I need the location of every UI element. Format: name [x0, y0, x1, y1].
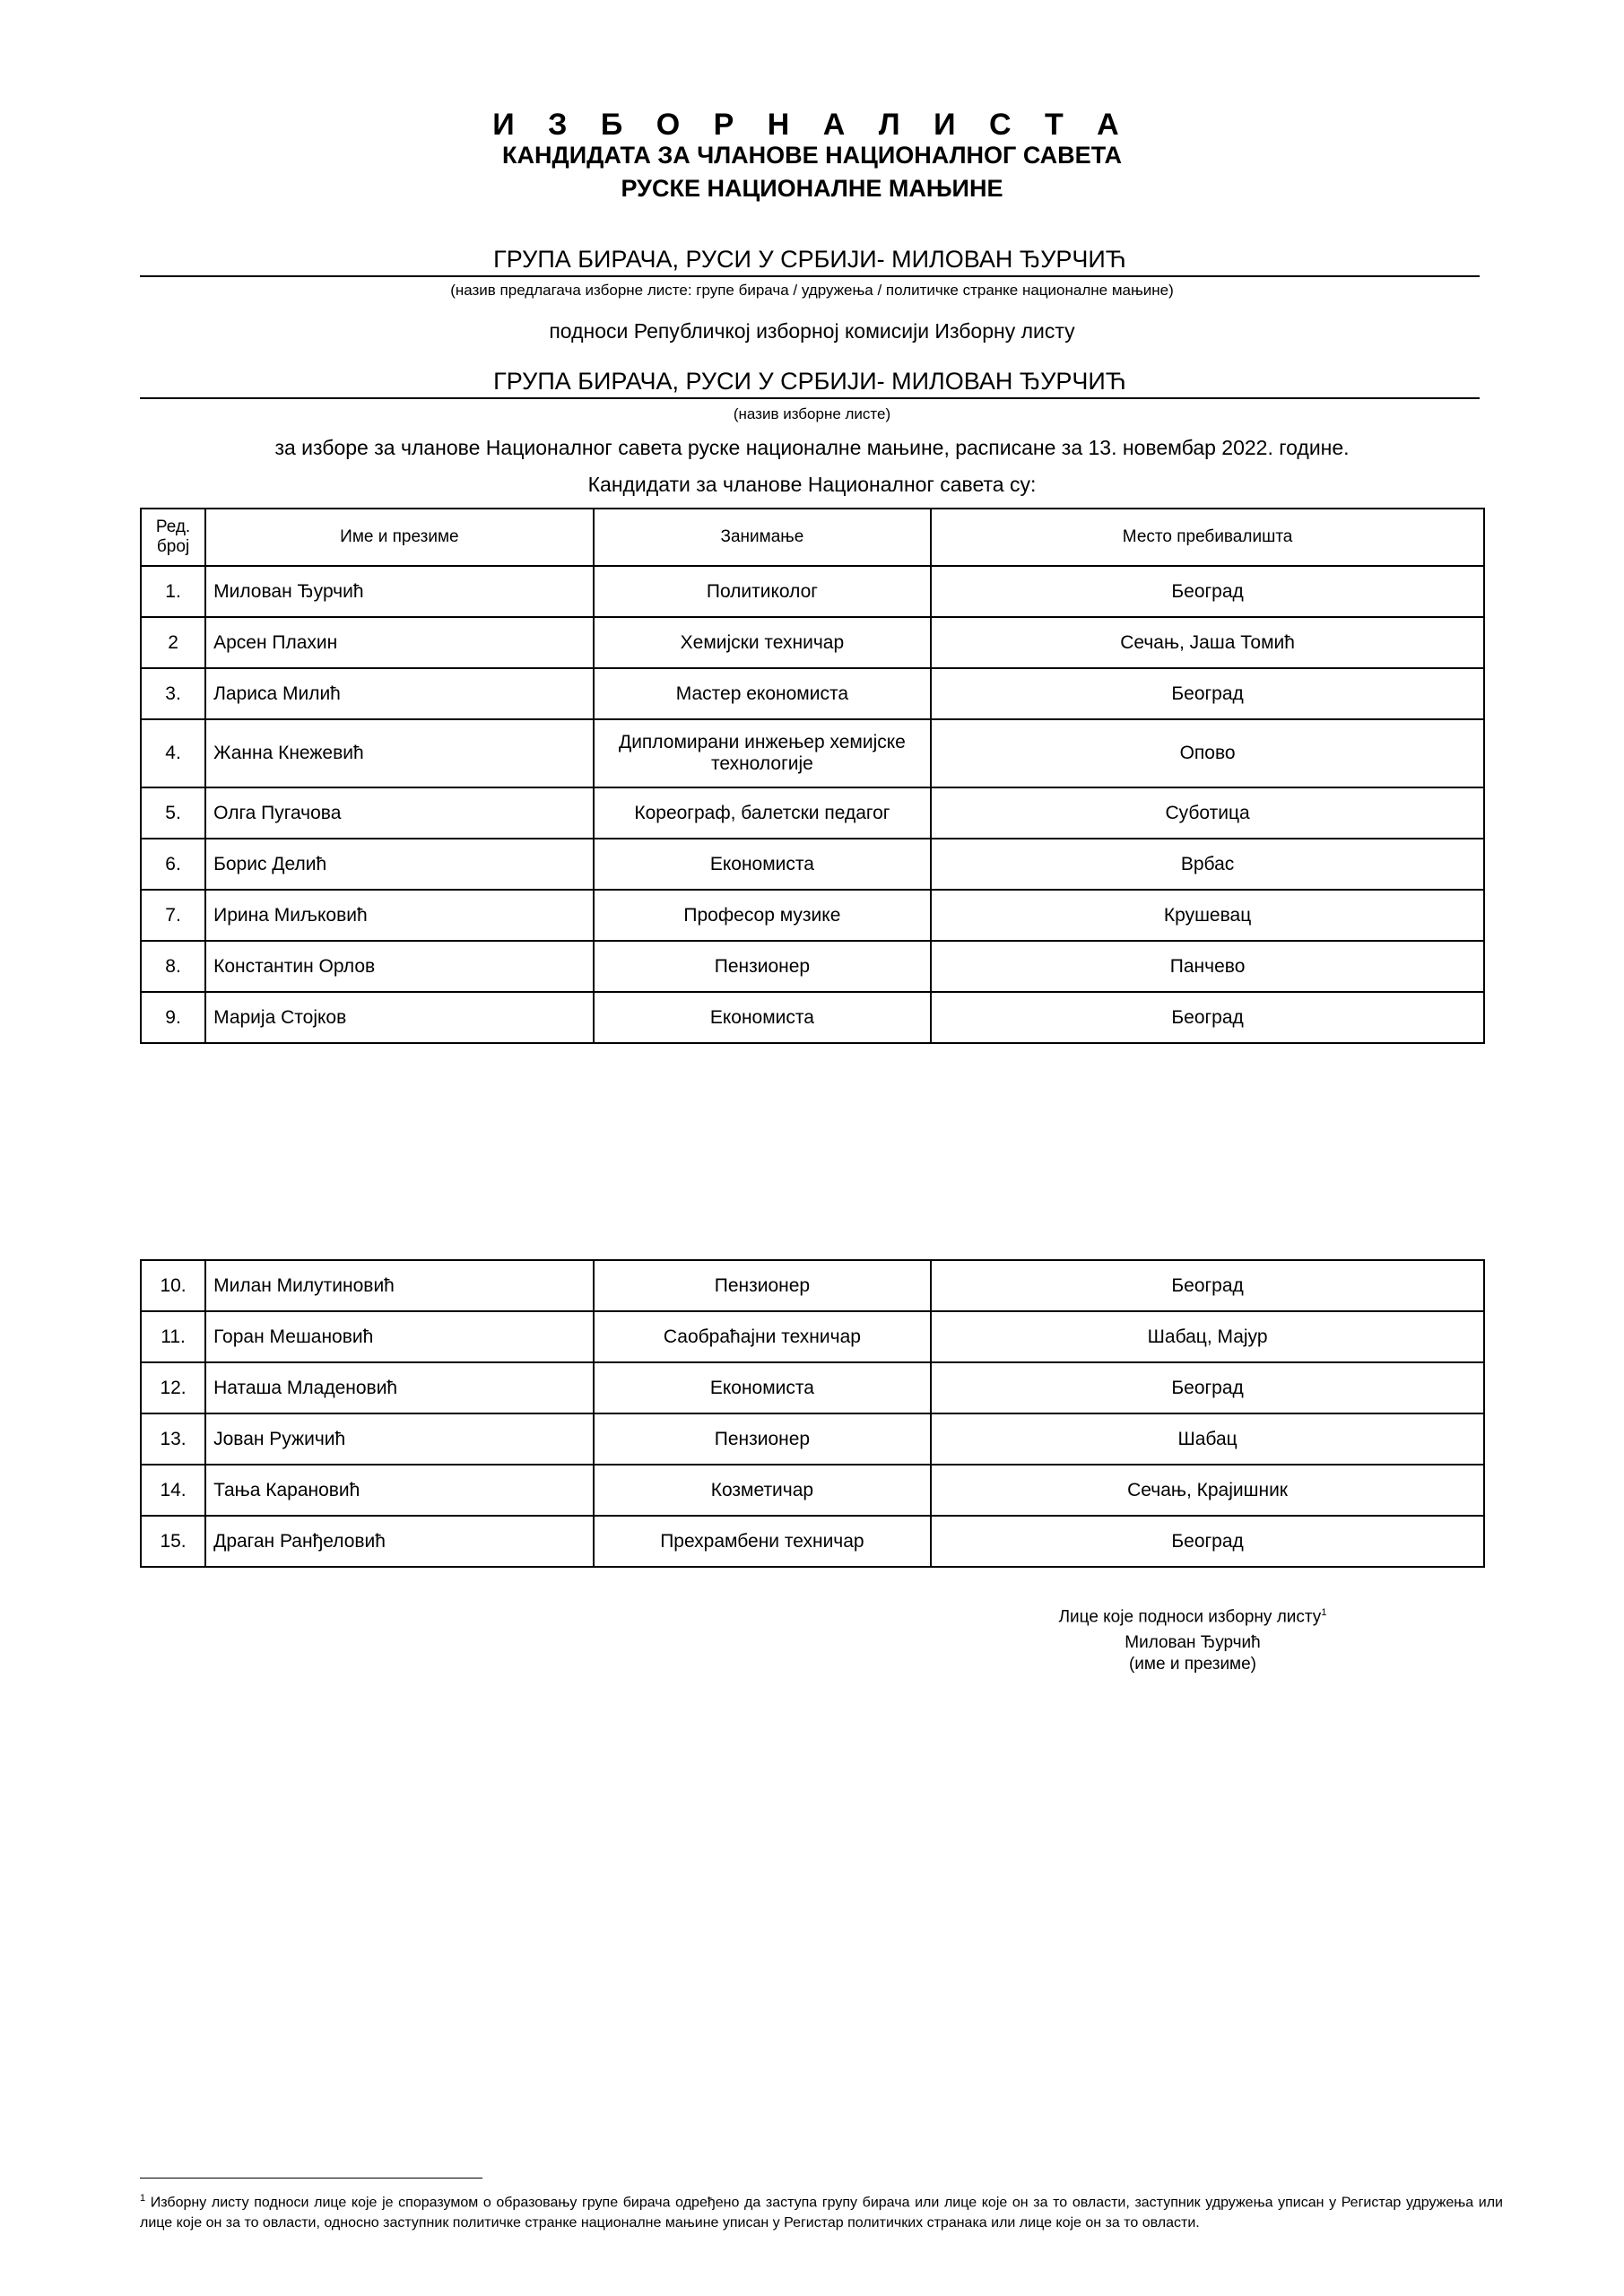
cell-no: 13.: [141, 1413, 205, 1465]
table-header-row: [141, 509, 1484, 566]
cell-residence: Сечањ, Крајишник: [931, 1465, 1484, 1516]
cell-residence: Београд: [931, 1260, 1484, 1311]
header-occupation: Занимање: [594, 509, 932, 566]
cell-name: Олга Пугачова: [205, 787, 594, 839]
cell-occupation: Козметичар: [594, 1465, 932, 1516]
cell-name: Драган Ранђеловић: [205, 1516, 594, 1567]
cell-name: Милован Ђурчић: [205, 566, 594, 617]
candidates-table-1: [140, 508, 1485, 1044]
cell-residence: Опово: [931, 719, 1484, 787]
cell-no: 14.: [141, 1465, 205, 1516]
cell-residence: Шабац: [931, 1413, 1484, 1465]
cell-occupation: Саобраћајни техничар: [594, 1311, 932, 1362]
cell-name: Борис Делић: [205, 839, 594, 890]
table-row: [141, 668, 1484, 719]
signature-label: [986, 1602, 1399, 1628]
document-subtitle-2: РУСКЕ НАЦИОНАЛНЕ МАЊИНЕ: [621, 175, 1003, 202]
cell-residence: Београд: [931, 1516, 1484, 1567]
cell-occupation: Пензионер: [594, 1413, 932, 1465]
cell-no: 9.: [141, 992, 205, 1043]
cell-name: Лариса Милић: [205, 668, 594, 719]
cell-residence: Београд: [931, 566, 1484, 617]
cell-no: 2: [141, 617, 205, 668]
cell-no: 10.: [141, 1260, 205, 1311]
list-caption: (назив изборне листе): [733, 405, 891, 422]
footnote-text: Изборну листу подноси лице које је споразумом о образовању групе бирача одређено да заступа групу бирача или лице које он за то овласти, заступник удружења уписан у Регистар удружења или лице које он за то овласти, односно заступник политичке странке националне мањине уписан у Регистар политичких странака или лице које он за то овласти.: [140, 2195, 1503, 2231]
cell-occupation: Прехрамбени техничар: [594, 1516, 932, 1567]
cell-occupation: Хемијски техничар: [594, 617, 932, 668]
cell-residence: Београд: [931, 668, 1484, 719]
list-name: ГРУПА БИРАЧА, РУСИ У СРБИЈИ- МИЛОВАН ЂУРЧИЋ: [140, 368, 1480, 399]
table-row: [141, 1413, 1484, 1465]
signature-name: Милован Ђурчић: [1125, 1633, 1261, 1652]
cell-residence: Сечањ, Јаша Томић: [931, 617, 1484, 668]
table-row: [141, 890, 1484, 941]
table-row: [141, 839, 1484, 890]
cell-no: 6.: [141, 839, 205, 890]
footnote-marker: 1: [140, 2193, 146, 2204]
table-row: [141, 941, 1484, 992]
table-row: [141, 1311, 1484, 1362]
cell-occupation: Професор музике: [594, 890, 932, 941]
cell-name: Марија Стојков: [205, 992, 594, 1043]
table-row: [141, 1516, 1484, 1567]
table-row: [141, 617, 1484, 668]
table-row: [141, 787, 1484, 839]
table-row: [141, 719, 1484, 787]
candidates-table-2: [140, 1259, 1485, 1568]
cell-residence: Шабац, Мајур: [931, 1311, 1484, 1362]
table-row: [141, 992, 1484, 1043]
cell-no: 12.: [141, 1362, 205, 1413]
cell-no: 4.: [141, 719, 205, 787]
proposer-caption: (назив предлагача изборне листе: групе бирача / удружења / политичке странке националне мањине): [450, 282, 1174, 299]
document-title: И З Б О Р Н А Л И С Т А: [492, 108, 1132, 142]
cell-no: 7.: [141, 890, 205, 941]
election-text: за изборе за чланове Националног савета руске националне мањине, расписане за 13. новембар 2022. године.: [274, 436, 1350, 459]
header-no: Ред. број: [141, 509, 205, 566]
cell-residence: Београд: [931, 1362, 1484, 1413]
cell-occupation: Економиста: [594, 992, 932, 1043]
cell-occupation: Пензионер: [594, 1260, 932, 1311]
cell-occupation: Политиколог: [594, 566, 932, 617]
cell-no: 3.: [141, 668, 205, 719]
cell-no: 8.: [141, 941, 205, 992]
header-residence: Место пребивалишта: [931, 509, 1484, 566]
footnote: [140, 2188, 1503, 2233]
cell-occupation: Пензионер: [594, 941, 932, 992]
cell-residence: Београд: [931, 992, 1484, 1043]
cell-name: Константин Орлов: [205, 941, 594, 992]
cell-residence: Суботица: [931, 787, 1484, 839]
cell-residence: Крушевац: [931, 890, 1484, 941]
table-row: [141, 1260, 1484, 1311]
cell-name: Горан Мешановић: [205, 1311, 594, 1362]
signature-label-text: Лице које подноси изборну листу: [1058, 1607, 1322, 1627]
cell-occupation: Економиста: [594, 1362, 932, 1413]
cell-no: 11.: [141, 1311, 205, 1362]
cell-name: Ирина Миљковић: [205, 890, 594, 941]
cell-residence: Врбас: [931, 839, 1484, 890]
cell-name: Милан Милутиновић: [205, 1260, 594, 1311]
cell-name: Јован Ружичић: [205, 1413, 594, 1465]
signature-caption: (име и презиме): [1128, 1655, 1257, 1674]
cell-occupation: Економиста: [594, 839, 932, 890]
cell-occupation: Дипломирани инжењер хемијске технологије: [594, 719, 932, 787]
document-subtitle-1: КАНДИДАТА ЗА ЧЛАНОВЕ НАЦИОНАЛНОГ САВЕТА: [502, 142, 1122, 169]
footnote-ref: 1: [1321, 1607, 1327, 1618]
cell-occupation: Кореограф, балетски педагог: [594, 787, 932, 839]
header-name: Име и презиме: [205, 509, 594, 566]
cell-occupation: Мастер економиста: [594, 668, 932, 719]
submits-text: подноси Републичкој изборној комисији Изборну листу: [549, 319, 1075, 343]
table-row: [141, 566, 1484, 617]
cell-no: 1.: [141, 566, 205, 617]
cell-name: Тања Карановић: [205, 1465, 594, 1516]
cell-name: Жанна Кнежевић: [205, 719, 594, 787]
table-row: [141, 1362, 1484, 1413]
cell-no: 5.: [141, 787, 205, 839]
candidates-intro: Кандидати за чланове Националног савета су:: [587, 473, 1037, 496]
cell-name: Наташа Младеновић: [205, 1362, 594, 1413]
table-row: [141, 1465, 1484, 1516]
cell-no: 15.: [141, 1516, 205, 1567]
cell-name: Арсен Плахин: [205, 617, 594, 668]
cell-residence: Панчево: [931, 941, 1484, 992]
footnote-divider: [140, 2178, 482, 2179]
proposer-name: ГРУПА БИРАЧА, РУСИ У СРБИЈИ- МИЛОВАН ЂУРЧИЋ: [140, 246, 1480, 277]
